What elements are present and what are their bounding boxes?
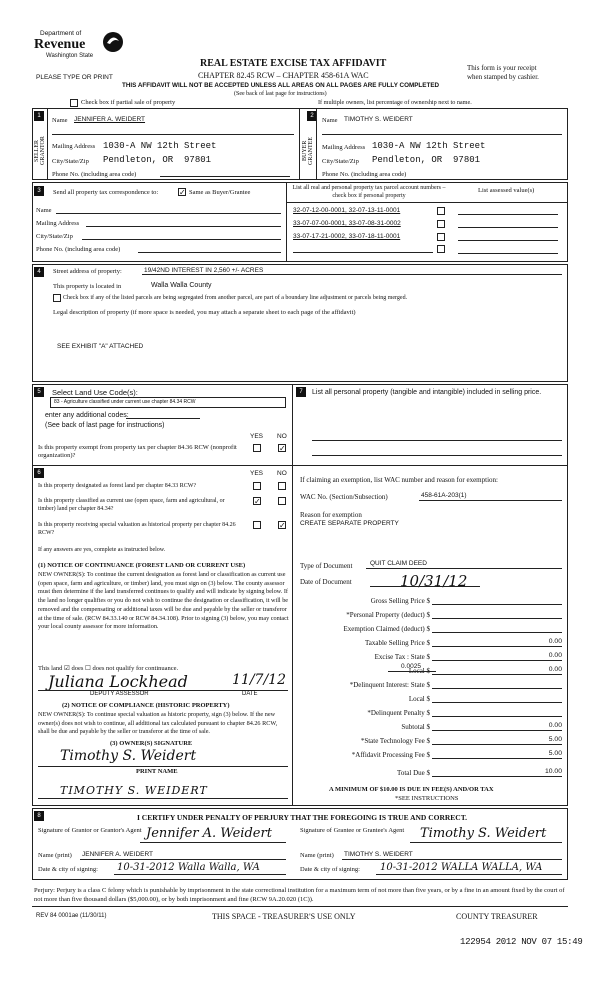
- s7-mid-line: [292, 465, 568, 466]
- assessor-date: 11/7/12: [232, 672, 286, 688]
- parcel-list-header: List all real and personal property tax parcel account numbers – check box if personal property: [292, 185, 446, 199]
- section-4-badge: 4: [34, 267, 44, 277]
- wac-label: WAC No. (Section/Subsection): [300, 493, 388, 501]
- section-2-badge: 2: [307, 111, 317, 121]
- additional-codes-line: [126, 418, 200, 419]
- land-use-value: 83 - Agriculture classified under current use chapter 84.34 RCW: [54, 399, 196, 405]
- fee-row-line: [432, 632, 562, 633]
- local-rate-field[interactable]: 0.0025: [401, 663, 421, 670]
- reason-field[interactable]: CREATE SEPARATE PROPERTY: [300, 520, 399, 527]
- fee-row-value[interactable]: 0.00: [548, 722, 562, 729]
- wac-field[interactable]: 458-61A-203(1): [421, 492, 467, 499]
- land-use-label: Select Land Use Code(s):: [52, 388, 138, 397]
- assessed-values-header: List assessed value(s): [478, 187, 535, 194]
- legal-description-field[interactable]: SEE EXHIBIT "A" ATTACHED: [57, 343, 144, 350]
- seller-side-divider: [47, 108, 48, 180]
- buyer-blank-line: [322, 134, 562, 135]
- fee-row-label: Excise Tax : State $: [374, 653, 430, 661]
- forest-yes-checkbox[interactable]: [253, 482, 261, 490]
- buyer-phone-label: Phone No. (including area code): [322, 171, 407, 178]
- grantee-print-line: [342, 859, 562, 860]
- fee-row-line: [432, 646, 562, 647]
- s3-mailing-line: [86, 226, 281, 227]
- notice-compliance-text: NEW OWNER(S): To continue special valuation as historic property, sign (3) below. If the new owner(s) does not wish to continue, all additional tax calculated pursuant to chapter 84.26 RCW, shall be due and payable by the seller or transferor at the time of sale.: [38, 711, 278, 736]
- street-address-label: Street address of property:: [53, 268, 122, 275]
- parcel-3[interactable]: 33-07-17-21-0002, 33-07-18-11-0001: [293, 233, 401, 240]
- fee-row-label: *State Technology Fee $: [360, 737, 430, 745]
- fee-row-line: [432, 660, 562, 661]
- fee-row-label: Exemption Claimed (deduct) $: [343, 625, 430, 633]
- county-treasurer: COUNTY TREASURER: [456, 912, 538, 921]
- segregated-checkbox[interactable]: [53, 294, 61, 302]
- type-print-note: PLEASE TYPE OR PRINT: [36, 74, 113, 81]
- grantee-print-label: Name (print): [300, 852, 334, 859]
- fee-row-value[interactable]: 0.00: [548, 652, 562, 659]
- historic-yes-checkbox[interactable]: [253, 521, 261, 529]
- list-personal-property: List all personal property (tangible and intangible) included in selling price.: [312, 389, 542, 396]
- buyer-grantee-label: BUYER GRANTEE: [302, 137, 314, 165]
- buyer-city-label: City/State/Zip: [322, 158, 359, 165]
- parcel-3-personal-checkbox[interactable]: [437, 233, 445, 241]
- receipt-note-1: This form is your receipt: [467, 64, 537, 72]
- section-7-badge: 7: [296, 387, 306, 397]
- fee-row-value[interactable]: 10.00: [544, 768, 562, 775]
- doc-type-line: [366, 568, 562, 569]
- assessed-line-1: [458, 214, 558, 215]
- section-divider: [299, 108, 300, 180]
- multiple-owners-note: If multiple owners, list percentage of ownership next to name.: [318, 99, 472, 106]
- grantor-print-line: [80, 859, 286, 860]
- if-yes-note: If any answers are yes, complete as instructed below.: [38, 547, 166, 553]
- certify-statement: I CERTIFY UNDER PENALTY OF PERJURY THAT THE FOREGOING IS TRUE AND CORRECT.: [137, 813, 468, 822]
- seller-name-label: Name: [52, 117, 68, 124]
- assessed-line-3: [458, 240, 558, 241]
- section-8-badge: 8: [34, 811, 44, 821]
- buyer-mailing-field[interactable]: 1030-A NW 12th Street: [372, 141, 486, 151]
- grantor-date-label: Date & city of signing:: [38, 866, 98, 873]
- seller-phone-label: Phone No. (including area code): [52, 171, 137, 178]
- fee-row-label: Taxable Selling Price $: [364, 639, 430, 647]
- form-title: REAL ESTATE EXCISE TAX AFFIDAVIT: [200, 58, 387, 69]
- partial-sale-checkbox[interactable]: [70, 99, 78, 107]
- form-subtitle: CHAPTER 82.45 RCW – CHAPTER 458-61A WAC: [198, 71, 369, 80]
- assessed-line-2: [458, 227, 558, 228]
- fee-row-label: Gross Selling Price $: [370, 597, 430, 605]
- s3-city-label: City/State/Zip: [36, 233, 73, 240]
- doc-type-label: Type of Document: [300, 562, 353, 570]
- grantee-sig-label: Signature of Grantee or Grantee's Agent: [300, 827, 405, 834]
- form-number: REV 84 0001ae (11/30/11): [36, 913, 107, 919]
- grantee-date-line: [376, 874, 562, 875]
- section-1-badge: 1: [34, 111, 44, 121]
- grantor-print-label: Name (print): [38, 852, 72, 859]
- fee-row-value[interactable]: 0.00: [548, 666, 562, 673]
- buyer-city-field[interactable]: Pendleton, OR 97801: [372, 155, 481, 165]
- see-instructions-note: *SEE INSTRUCTIONS: [395, 795, 459, 802]
- legal-description-label: Legal description of property (if more space is needed, you may attach a separate sheet to each page of the affidavit): [53, 309, 356, 316]
- receipt-note-2: when stamped by cashier.: [467, 73, 539, 81]
- current-use-question: Is this property classified as current use (open space, farm and agricultural, or timber) land per chapter 84.34?: [38, 498, 225, 512]
- recording-stamp: 122954 2012 NOV 07 15:49: [460, 937, 583, 947]
- fee-row-label: Local $: [408, 667, 430, 675]
- seller-blank-line: [52, 134, 294, 135]
- section-5-badge: 5: [34, 387, 44, 397]
- print-name-line: [38, 798, 288, 799]
- buyer-mailing-label: Mailing Address: [322, 144, 366, 151]
- grantor-date-city[interactable]: 10-31-2012 Walla Walla, WA: [117, 862, 260, 873]
- s3-name-line: [56, 213, 281, 214]
- s3-phone-label: Phone No. (including area code): [36, 246, 121, 253]
- assessor-date-label: DATE: [242, 691, 258, 697]
- current-use-no-checkbox[interactable]: [278, 497, 286, 505]
- yes-header-2: YES: [250, 470, 264, 477]
- seller-grantor-label: SELLER GRANTOR: [34, 136, 46, 166]
- grantee-date-city[interactable]: 10-31-2012 WALLA WALLA, WA: [380, 862, 543, 873]
- revenue-logo: [34, 30, 129, 68]
- personal-line-1: [312, 440, 562, 441]
- historic-no-checkbox[interactable]: ✓: [279, 521, 286, 530]
- grantor-date-line: [114, 874, 286, 875]
- no-header-1: NO: [277, 433, 287, 440]
- parcel-4-personal-checkbox[interactable]: [437, 245, 445, 253]
- doc-type-field[interactable]: QUIT CLAIM DEED: [370, 560, 427, 567]
- forest-no-checkbox[interactable]: [278, 482, 286, 490]
- seller-mailing-field[interactable]: 1030-A NW 12th Street: [103, 141, 217, 151]
- same-as-buyer-label: Same as Buyer/Grantee: [189, 189, 251, 196]
- parcel-2[interactable]: 33-07-07-00-0001, 33-07-08-31-0002: [293, 220, 401, 227]
- print-name-field[interactable]: TIMOTHY S. WEIDERT: [60, 784, 208, 797]
- exempt-no-checkbox[interactable]: ✓: [279, 444, 286, 453]
- current-use-yes-checkbox[interactable]: ✓: [254, 497, 261, 506]
- additional-codes-label: enter any additional codes:: [45, 412, 129, 419]
- s3-phone-line: [138, 252, 281, 253]
- land-use-select[interactable]: [50, 397, 286, 408]
- grantor-print-name[interactable]: JENNIFER A. WEIDERT: [82, 851, 154, 858]
- section-6-badge: 6: [34, 468, 44, 478]
- fee-row-value[interactable]: 5.00: [548, 736, 562, 743]
- s5-see-back: (See back of last page for instructions): [45, 422, 165, 429]
- street-address-line: [142, 274, 562, 275]
- doc-date-label: Date of Document: [300, 578, 352, 586]
- s3-mailing-label: Mailing Address: [36, 220, 80, 227]
- buyer-side-divider: [316, 108, 317, 180]
- fee-row-label: *Delinquent Interest: State $: [349, 681, 430, 689]
- grantee-print-name[interactable]: TIMOTHY S. WEIDERT: [344, 851, 413, 858]
- fee-row-value[interactable]: 0.00: [548, 638, 562, 645]
- fee-row-line: [432, 758, 562, 759]
- grantee-sig-line: [410, 842, 562, 843]
- qualify-text: This land ☑ does ☐ does not qualify for continuance.: [38, 665, 179, 672]
- grantor-sig-line: [140, 842, 286, 843]
- fee-row-line: [432, 688, 562, 689]
- agency-line1: Department of: [40, 30, 82, 37]
- seller-city-label: City/State/Zip: [52, 158, 89, 165]
- owner-sig-line: [38, 766, 288, 767]
- fee-row-label: Total Due $: [397, 769, 430, 777]
- assessed-line-4: [458, 253, 558, 254]
- seller-phone-line: [160, 176, 290, 177]
- same-as-buyer-checkbox[interactable]: ✓: [179, 188, 186, 197]
- located-in-label: This property is located in: [53, 283, 122, 290]
- section-3-badge: 3: [34, 186, 44, 196]
- fee-row-line: [432, 716, 562, 717]
- fee-row-label: Local $: [408, 695, 430, 703]
- wac-line: [419, 500, 562, 501]
- s6-top-line: [32, 465, 292, 466]
- grantor-sig-label: Signature of Grantor or Grantor's Agent: [38, 827, 142, 834]
- section-3-divider: [286, 182, 287, 262]
- parcel-1-personal-checkbox[interactable]: [437, 207, 445, 215]
- s3-city-line: [82, 239, 281, 240]
- reason-label: Reason for exemption: [300, 511, 362, 519]
- doc-date-field[interactable]: 10/31/12: [400, 572, 468, 590]
- fee-row-line: [432, 702, 562, 703]
- no-header-2: NO: [277, 470, 287, 477]
- buyer-name-label: Name: [322, 117, 338, 124]
- located-in-field[interactable]: Walla Walla County: [151, 282, 212, 289]
- notice-continuance-text: NEW OWNER(S): To continue the current designation as forest land or classification as current use (open space, farm and agriculture, or timber) land, you must sign on (3) below. The county assessor must then determine if the land transferred continues to qualify and will indicate by signing below. If the land no longer qualifies or you do not wish to continue the designation or classification, it will be removed and the compensating or additional taxes will be due and payable by the seller or transferor at the time of sale. (RCW 84.33.140 or RCW 84.34.108). Prior to signing (3) below, you may contact your local county assessor for more information.: [38, 571, 289, 631]
- revenue-swirl-icon: [100, 30, 126, 54]
- agency-state: Washington State: [46, 53, 94, 59]
- treasurer-use: THIS SPACE - TREASURER'S USE ONLY: [212, 912, 356, 921]
- fee-row-line: [432, 744, 562, 745]
- owner-signature: Timothy S. Weidert: [60, 748, 197, 764]
- fee-row-line: [432, 674, 562, 675]
- partial-sale-label: Check box if partial sale of property: [81, 99, 176, 106]
- seller-city-field[interactable]: Pendleton, OR 97801: [103, 155, 212, 165]
- doc-date-line: [370, 586, 480, 587]
- deputy-assessor-label: DEPUTY ASSESSOR: [90, 691, 149, 697]
- fee-row-label: *Affidavit Processing Fee $: [351, 751, 430, 759]
- segregated-label: Check box if any of the listed parcels are being segregated from another parcel, are part of a boundary line adjustment or parcels being merged.: [63, 295, 408, 301]
- personal-line-2: [312, 455, 562, 456]
- s3-name-label: Name: [36, 207, 52, 214]
- send-correspondence-label: Send all property tax correspondence to:: [53, 189, 159, 196]
- fee-row-line: [432, 618, 562, 619]
- section-4-box: [32, 264, 568, 382]
- buyer-name-field[interactable]: TIMOTHY S. WEIDERT: [344, 116, 413, 123]
- local-rate-line: [388, 671, 436, 672]
- claim-exemption-label: If claiming an exemption, list WAC number and reason for exemption:: [300, 476, 498, 484]
- see-back-note: (See back of last page for instructions): [234, 91, 327, 97]
- exempt-yes-checkbox[interactable]: [253, 444, 261, 452]
- owner-signature-label: (3) OWNER(S) SIGNATURE: [110, 740, 193, 747]
- parcel-1[interactable]: 32-07-12-00-0001, 32-07-13-11-0001: [293, 207, 401, 214]
- perjury-statement: Perjury: Perjury is a class C felony which is punishable by imprisonment in the state correctional institution for a maximum term of not more than five years, or by a fine in an amount fixed by the court of not more than five thousand dollars ($5,000.00), or by both imprisonment and fine (RCW 9A.20.020 (1C)).: [34, 887, 565, 903]
- notice-continuance-title: (1) NOTICE OF CONTINUANCE (FOREST LAND OR CURRENT USE): [38, 562, 246, 569]
- agency-name: Revenue: [34, 37, 86, 52]
- yes-header-1: YES: [250, 433, 264, 440]
- fee-row-value[interactable]: 5.00: [548, 750, 562, 757]
- parcel-blank-line: [293, 252, 433, 253]
- fee-row-label: *Delinquent Penalty $: [367, 709, 430, 717]
- grantor-signature: Jennifer A. Weidert: [146, 826, 272, 841]
- historic-question: Is this property receiving special valuation as historical property per chapter 84.26 RCW?: [38, 522, 236, 536]
- exempt-question: Is this property exempt from property tax per chapter 84.36 RCW (nonprofit organization)?: [38, 444, 237, 459]
- seller-name-field[interactable]: JENNIFER A. WEIDERT: [74, 116, 146, 123]
- print-name-label: PRINT NAME: [136, 768, 178, 775]
- parcel-header-line: [286, 202, 568, 203]
- grantee-date-label: Date & city of signing:: [300, 866, 360, 873]
- fee-row-line: [432, 604, 562, 605]
- perjury-separator: [32, 906, 568, 907]
- fee-row-label: *Personal Property (deduct) $: [346, 611, 430, 619]
- fee-row-label: Subtotal $: [401, 723, 430, 731]
- seller-mailing-label: Mailing Address: [52, 143, 96, 150]
- fee-row-line: [432, 776, 562, 777]
- parcel-2-personal-checkbox[interactable]: [437, 220, 445, 228]
- street-address-field[interactable]: 19/42ND INTEREST IN 2,560 +/- ACRES: [144, 267, 264, 274]
- assessor-signature: Juliana Lockhead: [48, 672, 188, 691]
- minimum-fee-note: A MINIMUM OF $10.00 IS DUE IN FEE(S) AND/OR TAX: [329, 786, 494, 793]
- notice-compliance-title: (2) NOTICE OF COMPLIANCE (HISTORIC PROPERTY): [62, 702, 230, 709]
- column-divider: [292, 384, 293, 806]
- grantee-signature: Timothy S. Weidert: [420, 826, 547, 841]
- forest-question: Is this property designated as forest land per chapter 84.33 RCW?: [38, 483, 197, 489]
- not-accepted-notice: THIS AFFIDAVIT WILL NOT BE ACCEPTED UNLESS ALL AREAS ON ALL PAGES ARE FULLY COMPLETED: [122, 82, 440, 89]
- fee-row-line: [432, 730, 562, 731]
